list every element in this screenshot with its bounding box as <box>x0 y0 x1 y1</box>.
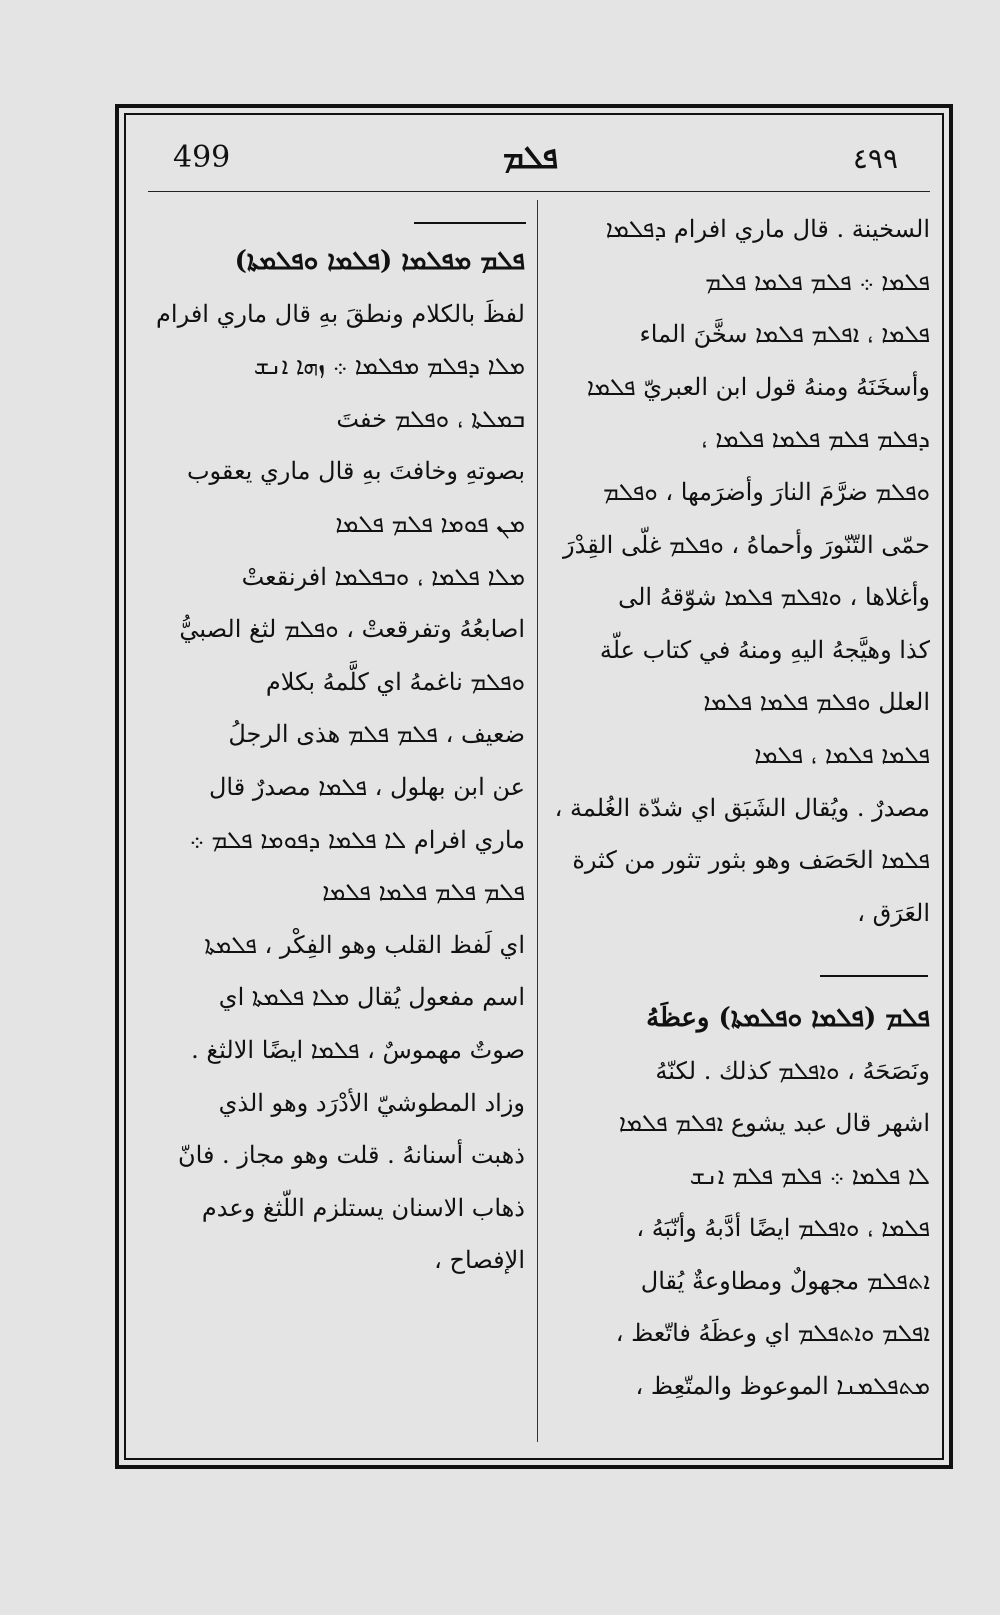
running-head-word: ܦܠܡ <box>503 138 558 176</box>
text-line: ونَصَحَهُ ، ܘܐܦܠܡ كذلك . لكنّهُ <box>655 1056 930 1085</box>
text-line: ماري افرام ܠܐ ܦܠܡܐ ܕܦܘܡܐ ܦܠܡ ܀ <box>189 825 525 854</box>
text-line: ذهبت أسنانهُ . قلت وهو مجاز . فانّ <box>178 1141 525 1170</box>
column-gap <box>552 939 930 992</box>
text-line: ܘܦܠܡ ضرَّمَ النارَ وأضرَمها ، ܘܦܠܡ <box>603 477 930 506</box>
header-rule <box>148 191 930 192</box>
page-number-arabic: ٤٩٩ <box>852 142 898 175</box>
text-line: كذا وهيَّجهُ اليهِ ومنهُ في كتاب علّة <box>599 635 930 664</box>
text-line: ܐܬܦܠܡ مجهولٌ ومطاوعةٌ يُقال <box>640 1266 930 1295</box>
text-line: صوتٌ مهموسٌ ، ܦܠܡܐ ايضًا الالثغ . <box>191 1035 525 1064</box>
text-line: ܕܦܠܡ ܦܠܡ ܦܠܡܐ ܦܠܡܐ ، <box>701 425 930 454</box>
entry-headword: ܦܠܡ (ܦܠܡܐ ܘܦܠܡܬܐ) وعظَهُ <box>646 1002 930 1033</box>
text-line: عن ابن بهلول ، ܦܠܡܐ مصدرٌ قال <box>208 772 525 801</box>
text-line: ܡܢ ܦܘܡܐ ܦܠܡ ܦܠܡܐ <box>335 509 525 538</box>
text-line: وزاد المطوشيّ الأدْرَد وهو الذي <box>218 1088 525 1117</box>
text-line: اشهر قال عبد يشوع ܐܦܠܡ ܦܠܡܐ <box>618 1109 930 1138</box>
text-line: ܘܦܠܡ ناغمهُ اي كلَّمهُ بكلام <box>265 667 525 696</box>
column-divider <box>537 200 538 1442</box>
text-line: حمّى التّنّورَ وأحماهُ ، ܘܦܠܡ غلّى القِدْرَ <box>563 530 930 559</box>
text-line: وأغلاها ، ܘܐܦܠܡ ܦܠܡܐ شوّقهُ الى <box>618 583 930 612</box>
page-header <box>148 132 928 192</box>
text-line: ضعيف ، ܦܠܡ ܦܠܡ هذى الرجلُ <box>228 720 525 749</box>
left-column <box>140 235 525 1287</box>
entry-separator-rule <box>820 975 928 977</box>
text-line: ܡܠܐ ܦܠܡܐ ، ܘܒܦܠܡܐ افرنقعتْ <box>241 562 525 591</box>
text-line: ܦܠܡ ܦܠܡ ܦܠܡܐ ܦܠܡܐ <box>322 878 525 907</box>
text-line: السخينة . قال ماري افرام ܕܦܠܡܐ <box>605 215 930 243</box>
text-line: العَرَق ، <box>857 898 930 927</box>
text-line: ܦܠܡܐ الحَصَف وهو بثور تثور من كثرة <box>572 846 930 875</box>
text-line: العلل ܘܦܠܡ ܦܠܡܐ ܦܠܡܐ <box>703 688 930 717</box>
entry-separator-rule <box>414 222 526 224</box>
text-line: ܠܐ ܦܠܡܐ ܀ ܦܠܡ ܦܠܡ ܐܢܫ <box>689 1161 930 1190</box>
text-line: اي لَفظ القلب وهو الفِكْر ، ܦܠܡܬܐ <box>204 930 525 959</box>
text-line: ܦܠܡܐ ، ܐܦܠܡ ܦܠܡܐ سخَّنَ الماء <box>639 320 930 349</box>
text-line: مصدرٌ . ويُقال الشَبَق اي شدّة الغُلمة ، <box>554 793 930 822</box>
text-line: لفظَ بالكلام ونطقَ بهِ قال ماري افرام <box>156 299 525 328</box>
text-line: ܦܠܡܐ ܀ ܦܠܡ ܦܠܡܐ ܦܠܡ <box>705 267 930 296</box>
text-line: ذهاب الاسنان يستلزم اللّثغ وعدم <box>201 1193 525 1222</box>
text-line: اسم مفعول يُقال ܡܠܐ ܦܠܡܬܐ اي <box>218 983 525 1012</box>
text-line: ܒܡܠܬܐ ، ܘܦܠܡ خفتَ <box>336 404 525 433</box>
text-line: الإفصاح ، <box>434 1246 525 1275</box>
text-line: ܡܠܐ ܕܦܠܡ ܡܦܠܡܐ ܀ ܙܗܐ ܐܢܫ <box>253 352 525 381</box>
right-column <box>552 203 930 1413</box>
text-line: بصوتهِ وخافتَ بهِ قال ماري يعقوب <box>186 457 525 486</box>
text-line: ܐܦܠܡ ܘܐܬܦܠܡ اي وعظَهُ فاتّعظ ، <box>615 1319 930 1348</box>
entry-headword: ܦܠܡ ܡܦܠܡܐ (ܦܠܡܐ ܘܦܠܡܬܐ) <box>234 246 525 276</box>
text-line: وأسخَنَهُ ومنهُ قول ابن العبريّ ܦܠܡܐ <box>586 372 930 401</box>
text-line: اصابعُهُ وتفرقعتْ ، ܘܦܠܡ لثغ الصبيُّ <box>179 615 525 644</box>
text-line: ܦܠܡܐ ܦܠܡܐ ، ܦܠܡܐ <box>754 740 930 769</box>
page-number-latin: 499 <box>173 140 231 175</box>
text-line: ܦܠܡܐ ، ܘܐܦܠܡ ايضًا أدَّبهُ وأنّبَهُ ، <box>636 1214 930 1243</box>
text-line: ܡܬܦܠܡܢܐ الموعوظ والمتّعِظ ، <box>635 1372 930 1401</box>
